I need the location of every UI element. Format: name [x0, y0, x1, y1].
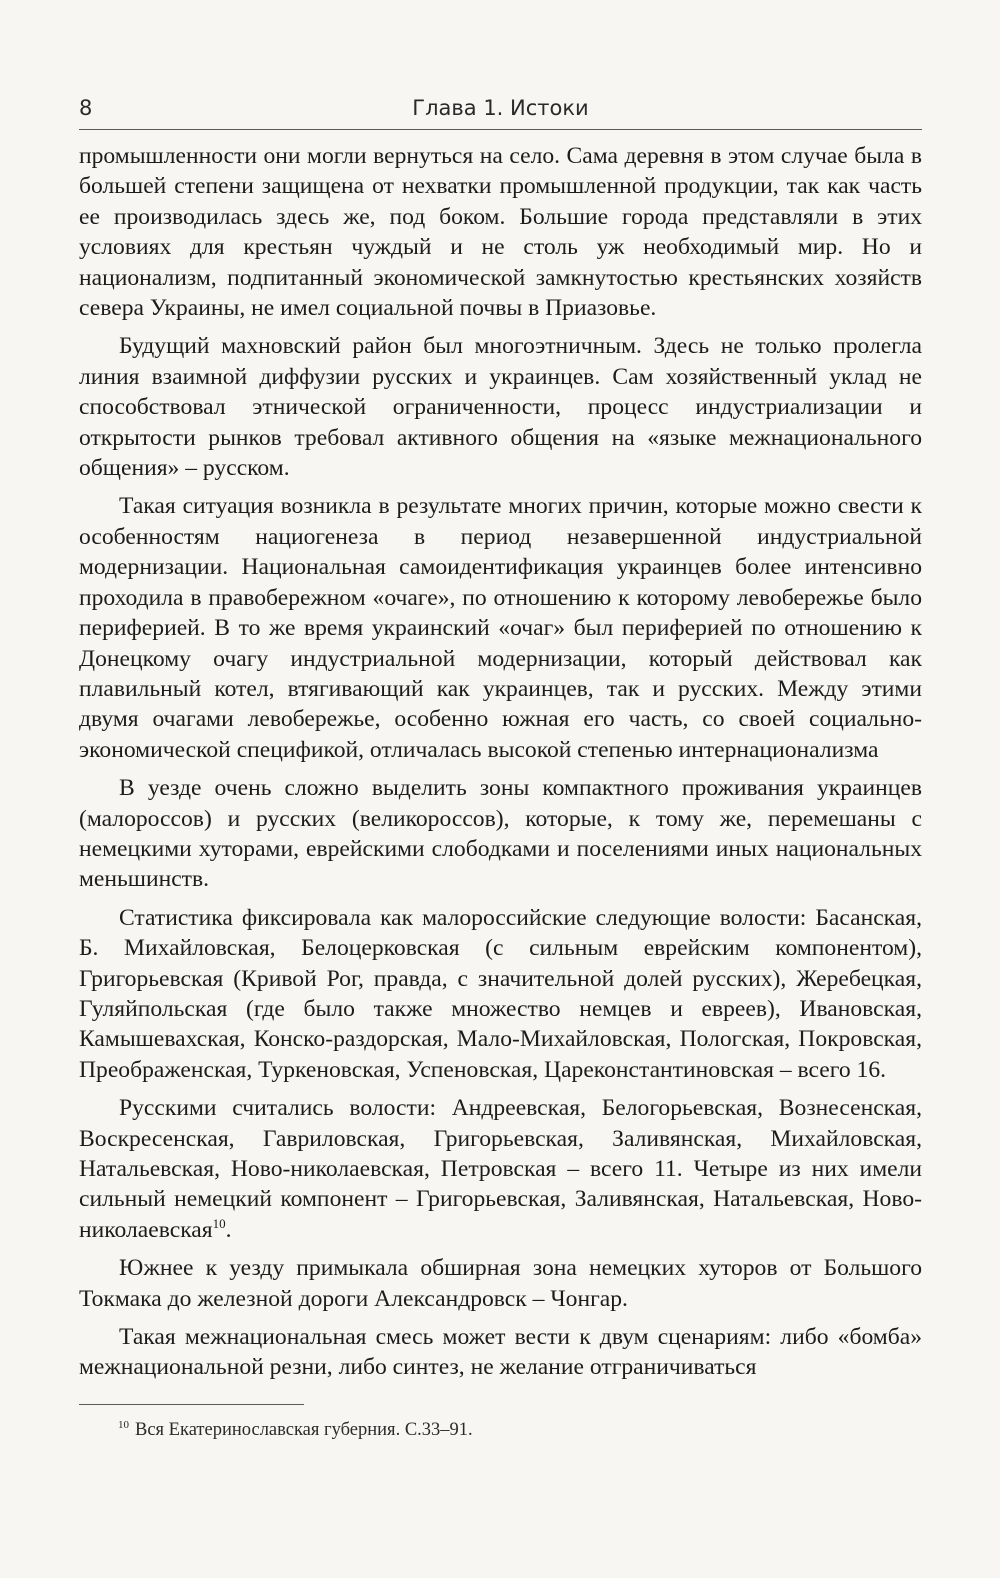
paragraph: В уезде очень сложно выделить зоны компактного проживания украинцев (малороссов) и русских (великороссов), которые, к тому же, перемешаны с немецкими хуторами, еврейскими слободками и поселениями иных национальных меньшинств. — [79, 775, 922, 893]
paragraph: Такая ситуация возникла в результате многих причин, которые можно свести к особенностям нациогенеза в период незавершенной индустриальной модернизации. Национальная самоидентификация украинцев более интенсивно проходила в правобережном «очаге», по отношению к которому левобережье было периферией. В то же время украинский «очаг» был периферией по отношению к Донецкому очагу индустриальной модернизации, который действовал как плавильный котел, втягивающий как украинцев, так и русских. Между этими двумя очагами левобережье, особенно южная его часть, со своей социально-экономической спецификой, отличалась высокой степенью интернационализма — [79, 493, 922, 763]
body-text — [79, 141, 922, 1383]
paragraph: Будущий махновский район был многоэтничным. Здесь не только пролегла линия взаимной диффузии русских и украинцев. Сам хозяйственный уклад не способствовал этнической ограниченности, процесс индустриализации и открытости рынков требовал активного общения на «языке межнационального общения» – русском. — [79, 333, 922, 482]
footnote-text: Вся Екатеринославская губерния. С.33–91. — [135, 1420, 473, 1440]
chapter-title: Глава 1. Истоки — [412, 96, 589, 120]
paragraph-with-footnote: Русскими считались волости: Андреевская, Белогорьевская, Вознесенская, Воскресенская, Гавриловская, Григорьевская, Заливянская, Михайловская, Натальевская, Ново-николаевская, Петровская – всего 11. Четыре из них имели сильный немецкий компонент – Григорьевская, Заливянская, Натальевская, Ново-николаевская$^{10}$. — [79, 1095, 922, 1243]
paragraph: промышленности они могли вернуться на село. Сама деревня в этом случае была в большей степени защищена от нехватки промышленной продукции, так как часть ее производилась здесь же, под боком. Большие города представляли в этих условиях для крестьян чуждый и не столь уж необходимый мир. Но и национализм, подпитанный экономической замкнутостью крестьянских хозяйств севера Украины, не имел социальной почвы в Приазовье. — [79, 143, 922, 322]
running-head — [79, 93, 922, 130]
page-number: 8 — [79, 96, 93, 120]
footnote-reference: 10 — [212, 1215, 226, 1231]
paragraph: Такая межнациональная смесь может вести к двум сценариям: либо «бомба» межнациональной резни, либо синтез, не желание отграничиваться — [79, 1324, 922, 1381]
footnote-separator — [79, 1404, 304, 1405]
paragraph: Статистика фиксировала как малороссийские следующие волости: Басанская, Б. Михайловская, Белоцерковская (с сильным еврейским компонентом), Григорьевская (Кривой Рог, правда, с значительной долей русских), Жеребецкая, Гуляйпольская (где было также множество немцев и евреев), Ивановская, Камышевахская, Конско-раздорская, Мало-Михайловская, Пологская, Покровская, Преображенская, Туркеновская, Успеновская, Цареконстантиновская – всего 16. — [79, 904, 922, 1083]
footnote-number: 10 — [118, 1418, 129, 1431]
paragraph: Южнее к уезду примыкала обширная зона немецких хуторов от Большого Токмака до железной дороги Александровск – Чонгар. — [79, 1255, 922, 1312]
footnote — [118, 1420, 473, 1441]
paragraph-text: Русскими считались волости: Андреевская, Белогорьевская, Вознесенская, Воскресенская, Гавриловская, Григорьевская, Заливянская, Михайловская, Натальевская, Ново-николаевская, Петровская – всего 11. Четыре из них имели сильный немецкий компонент – Григорьевская, Заливянская, Натальевская, Ново-николаевская — [79, 1095, 922, 1243]
